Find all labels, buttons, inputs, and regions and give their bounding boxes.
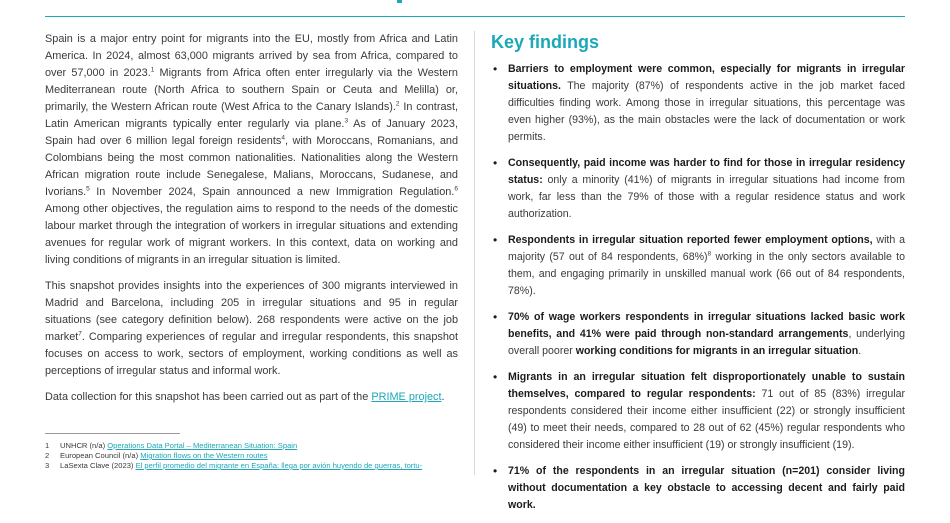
body-text: 71 out of 85 (83%) irregular respondents considered their income either insufficient (22) or strongly insufficient (49) to meet their needs, compared to 28 out of 62 (45%) regular respondents who considered their income either insufficient (19) or strongly insufficient (19).: [508, 388, 906, 451]
emphasis-text: 71% of the respondents in an irregular situation (n=201) consider living without documentation a key obstacle to accessing decent and fairly paid work.: [508, 465, 905, 511]
footnote: [45, 451, 465, 461]
key-finding-item: [491, 463, 905, 514]
body-text: As of January 2023, Spain had over 6 million legal foreign residents: [45, 118, 459, 147]
footnote-ref: 6: [454, 185, 458, 193]
body-text: , underlying overall poorer: [508, 328, 905, 357]
body-text: working in the only sectors available to them, and engaging primarily in unskilled manual work (66 out of 84 respondents, 78%).: [508, 251, 905, 297]
intro-paragraph-3: [45, 389, 458, 406]
footnote-ref: 7: [78, 330, 82, 338]
emphasis-text: Consequently, paid income was harder to find for those in irregular residency status:: [508, 157, 905, 186]
project-link[interactable]: PRIME project: [371, 391, 442, 403]
bullet-icon: •: [493, 370, 498, 384]
key-finding-item: [491, 232, 905, 300]
emphasis-text: 70% of wage workers respondents in irregular situations lacked basic work benefits, and 41% were paid through non-standard arrangements: [508, 311, 905, 340]
footnote-source: UNHCR (n/a): [60, 441, 108, 450]
emphasis-text: working conditions for migrants in an irregular situation: [575, 345, 859, 357]
footnote: [45, 441, 465, 451]
footnote-rule: [45, 433, 180, 434]
emphasis-text: Migrants in an irregular situation felt disproportionately unable to sustain themselves, compared to regular respondents:: [508, 371, 905, 400]
key-findings-column: [491, 31, 905, 523]
footnotes: [45, 441, 465, 471]
bullet-icon: •: [493, 156, 498, 170]
footnote-link[interactable]: Operations Data Portal – Mediterranean Situation: Spain: [107, 441, 298, 450]
footnote-number: 1: [45, 441, 50, 450]
body-text: . Comparing experiences of regular and irregular respondents, this snapshot focuses on access to work, sectors of employment, working conditions as well as perceptions of irregular status and informal work.: [45, 331, 458, 377]
key-finding-text: [508, 157, 905, 220]
footnote-number: 3: [45, 461, 50, 470]
key-findings-title: Key findings: [491, 32, 600, 52]
bullet-icon: •: [493, 310, 498, 324]
intro-paragraph-2: [45, 278, 458, 380]
body-text: .: [858, 345, 862, 357]
body-text: with a majority (57 out of 84 respondents, 68%): [508, 234, 905, 263]
footnote: [45, 461, 465, 471]
body-text: The majority (87%) of respondents active in the job market faced difficulties finding work. Among those in irregular situations, this percentage was even higher (93%), as the main obstacles were the lack of documentation or work permits.: [508, 80, 905, 143]
intro-paragraph-1: [45, 31, 458, 269]
body-text: , with Moroccans, Romanians, and Colombians being the most common nationalities. Nationalities along the Western African migration route include Senegalese, Malians, Moroccans, Sudanese, and Ivorians.: [45, 135, 458, 198]
body-text: In contrast, Latin American migrants typically enter regularly via plane.: [45, 101, 458, 130]
key-finding-text: [508, 311, 905, 357]
key-finding-text: [508, 371, 905, 451]
footnote-ref: 4: [281, 134, 285, 142]
key-finding-item: [491, 369, 905, 454]
bullet-icon: •: [493, 62, 498, 76]
key-finding-text: [508, 63, 905, 143]
footnote-ref: 2: [395, 100, 400, 108]
footnote-ref: 3: [344, 117, 349, 125]
body-text: Spain is a major entry point for migrants into the EU, mostly from Africa and Latin America. In 2024, almost 63,000 migrants arrived by sea from Africa, compared to over 57,000 in 2023.: [45, 33, 458, 79]
column-divider: [474, 31, 475, 475]
header-rule: [45, 16, 905, 17]
key-finding-text: [508, 234, 905, 297]
body-text: Data collection for this snapshot has been carried out as part of the: [45, 391, 372, 403]
body-text: Among other objectives, the regulation aims to respond to the needs of the domestic labour market through the integration of workers in irregular situations and extending avenues for regular work of migrant workers. In this context, data on working and living conditions of migrants in an irregular situation is limited.: [45, 203, 458, 266]
header-accent: [397, 0, 402, 3]
key-finding-item: [491, 155, 905, 223]
intro-column: [45, 31, 458, 415]
footnote-link[interactable]: Migration flows on the Western routes: [140, 451, 268, 460]
footnote-source: European Council (n/a): [60, 451, 141, 460]
footnote-source: LaSexta Clave (2023): [60, 461, 136, 470]
body-text: In November 2024, Spain announced a new Immigration Regulation.: [89, 186, 455, 198]
bullet-icon: •: [493, 464, 498, 478]
key-finding-item: [491, 61, 905, 146]
footnote-ref: 1: [150, 66, 155, 74]
body-text: only a minority (41%) of migrants in irregular situations had income from work, far less than the 79% of those with a regular residence status and work authorization.: [508, 174, 905, 220]
footnote-ref: 5: [86, 185, 90, 193]
body-text: Migrants from Africa often enter irregularly via the Western Mediterranean route (North Africa to southern Spain or Ceuta and Melilla) or, primarily, the Western African route (West Africa to the Canary Islands).: [45, 67, 458, 113]
emphasis-text: Barriers to employment were common, especially for migrants in irregular situations.: [508, 63, 905, 92]
emphasis-text: Respondents in irregular situation reported fewer employment options,: [508, 234, 873, 246]
body-text: This snapshot provides insights into the experiences of 300 migrants interviewed in Madrid and Barcelona, including 205 in irregular situations and 95 in regular situations (see category definition below). 268 respondents were active on the job market: [45, 280, 458, 343]
footnote-ref: 8: [707, 250, 712, 258]
key-findings-list: [491, 61, 905, 514]
bullet-icon: •: [493, 233, 498, 247]
body-text: .: [441, 391, 445, 403]
key-finding-text: [508, 465, 905, 511]
footnote-number: 2: [45, 451, 50, 460]
key-finding-item: [491, 309, 905, 360]
footnote-link[interactable]: El perfil promedio del migrante en España: llega por avión huyendo de guerras, tortu-: [135, 461, 423, 470]
